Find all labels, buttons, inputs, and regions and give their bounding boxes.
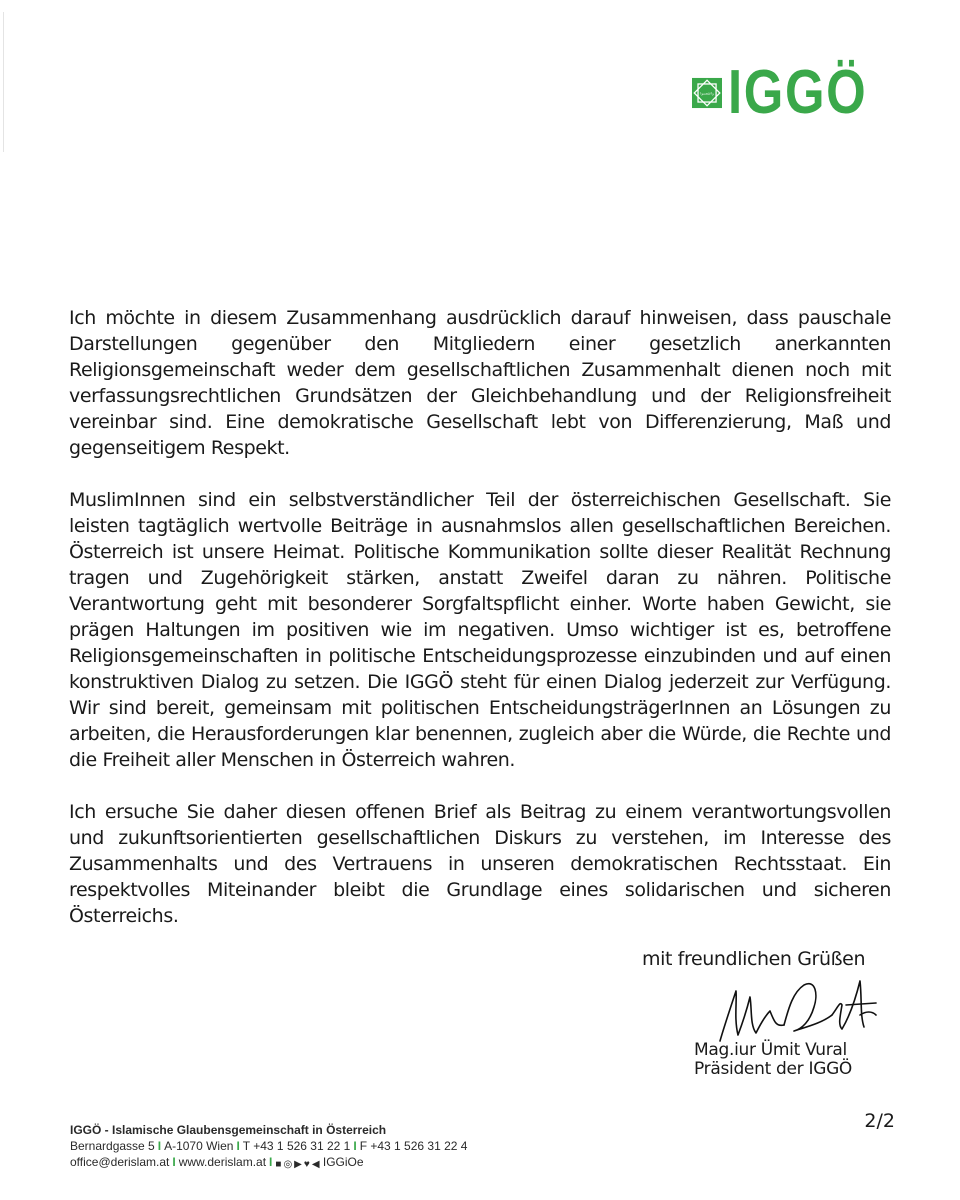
paragraph-1: Ich möchte in diesem Zusammenhang ausdrücklich darauf hinweisen, dass pauschale Darstellungen gegenüber den Mitgliedern einer gesetzlich anerkannten Religionsgemeinschaft weder dem gesellschaftlichen Zusammenhalt dienen noch mit verfassungsrechtlichen Grundsätzen der Gleichbehandlung und der Religionsfreiheit vereinbar sind. Eine demokratische Gesellschaft lebt von Differenzierung, Maß und gegenseitigem Respekt. — [69, 307, 891, 459]
emblem-icon — [692, 58, 722, 128]
signer-name: Mag.iur Ümit Vural — [694, 1040, 847, 1060]
social-icons — [275, 1160, 319, 1170]
facebook-icon: ■ — [275, 1159, 282, 1170]
letter-footer — [70, 1122, 630, 1170]
emblem-script: واعتصموا — [700, 91, 714, 96]
footer-street: Bernardgasse 5 — [70, 1139, 155, 1153]
iggo-logo — [692, 58, 898, 128]
footer-address-line — [70, 1138, 630, 1154]
youtube-icon: ▶ — [294, 1159, 302, 1170]
signer-title: Präsident der IGGÖ — [694, 1059, 853, 1079]
page-number: 2/2 — [864, 1110, 895, 1132]
telegram-icon: ◀ — [311, 1159, 320, 1170]
footer-separator: I — [172, 1155, 176, 1169]
instagram-icon: ◎ — [283, 1159, 293, 1170]
footer-social-handle: IGGiOe — [322, 1155, 364, 1169]
footer-city: A-1070 Wien — [164, 1139, 234, 1153]
twitter-icon: ♥ — [303, 1159, 310, 1170]
handwritten-signature — [714, 975, 879, 1045]
closing-phrase: mit freundlichen Grüßen — [642, 948, 866, 970]
logo-wordmark: IGGÖ — [728, 58, 868, 127]
footer-phone: T +43 1 526 31 22 1 — [242, 1139, 351, 1153]
footer-fax: F +43 1 526 31 22 4 — [359, 1139, 468, 1153]
footer-separator: I — [157, 1139, 162, 1153]
footer-separator: I — [236, 1139, 240, 1153]
footer-separator: I — [269, 1155, 273, 1169]
footer-email: office@derislam.at — [70, 1155, 170, 1169]
footer-organization: IGGÖ - Islamische Glaubensgemeinschaft in Österreich — [70, 1123, 387, 1137]
footer-separator: I — [353, 1139, 357, 1153]
paragraph-3: Ich ersuche Sie daher diesen offenen Brief als Beitrag zu einem verantwortungsvollen und zukunftsorientierten gesellschaftlichen Diskurs zu verstehen, im Interesse des Zusammenhalts und des Vertrauens in unseren demokratischen Rechtsstaat. Ein respektvolles Miteinander bleibt die Grundlage eines solidarischen und sicheren Österreichs. — [69, 801, 891, 927]
footer-website: www.derislam.at — [178, 1155, 267, 1169]
scan-edge-mark — [3, 12, 4, 152]
letter-body — [69, 305, 891, 929]
signer-block — [694, 1041, 884, 1079]
footer-contact-line — [70, 1154, 630, 1170]
paragraph-2: MuslimInnen sind ein selbstverständlicher Teil der österreichischen Gesellschaft. Sie leisten tagtäglich wertvolle Beiträge in ausnahmslos allen gesellschaftlichen Bereichen. Österreich ist unsere Heimat. Politische Kommunikation sollte dieser Realität Rechnung tragen und Zugehörigkeit stärken, anstatt Zweifel daran zu nähren. Politische Verantwortung geht mit besonderer Sorgfaltspflicht einher. Worte haben Gewicht, sie prägen Haltungen im positiven wie im negativen. Umso wichtiger ist es, betroffene Religionsgemeinschaften in politische Entscheidungsprozesse einzubinden und auf einen konstruktiven Dialog zu setzen. Die IGGÖ steht für einen Dialog jederzeit zur Verfügung. Wir sind bereit, gemeinsam mit politischen EntscheidungsträgerInnen an Lösungen zu arbeiten, die Herausforderungen klar benennen, zugleich aber die Würde, die Rechte und die Freiheit aller Menschen in Österreich wahren. — [69, 489, 891, 771]
